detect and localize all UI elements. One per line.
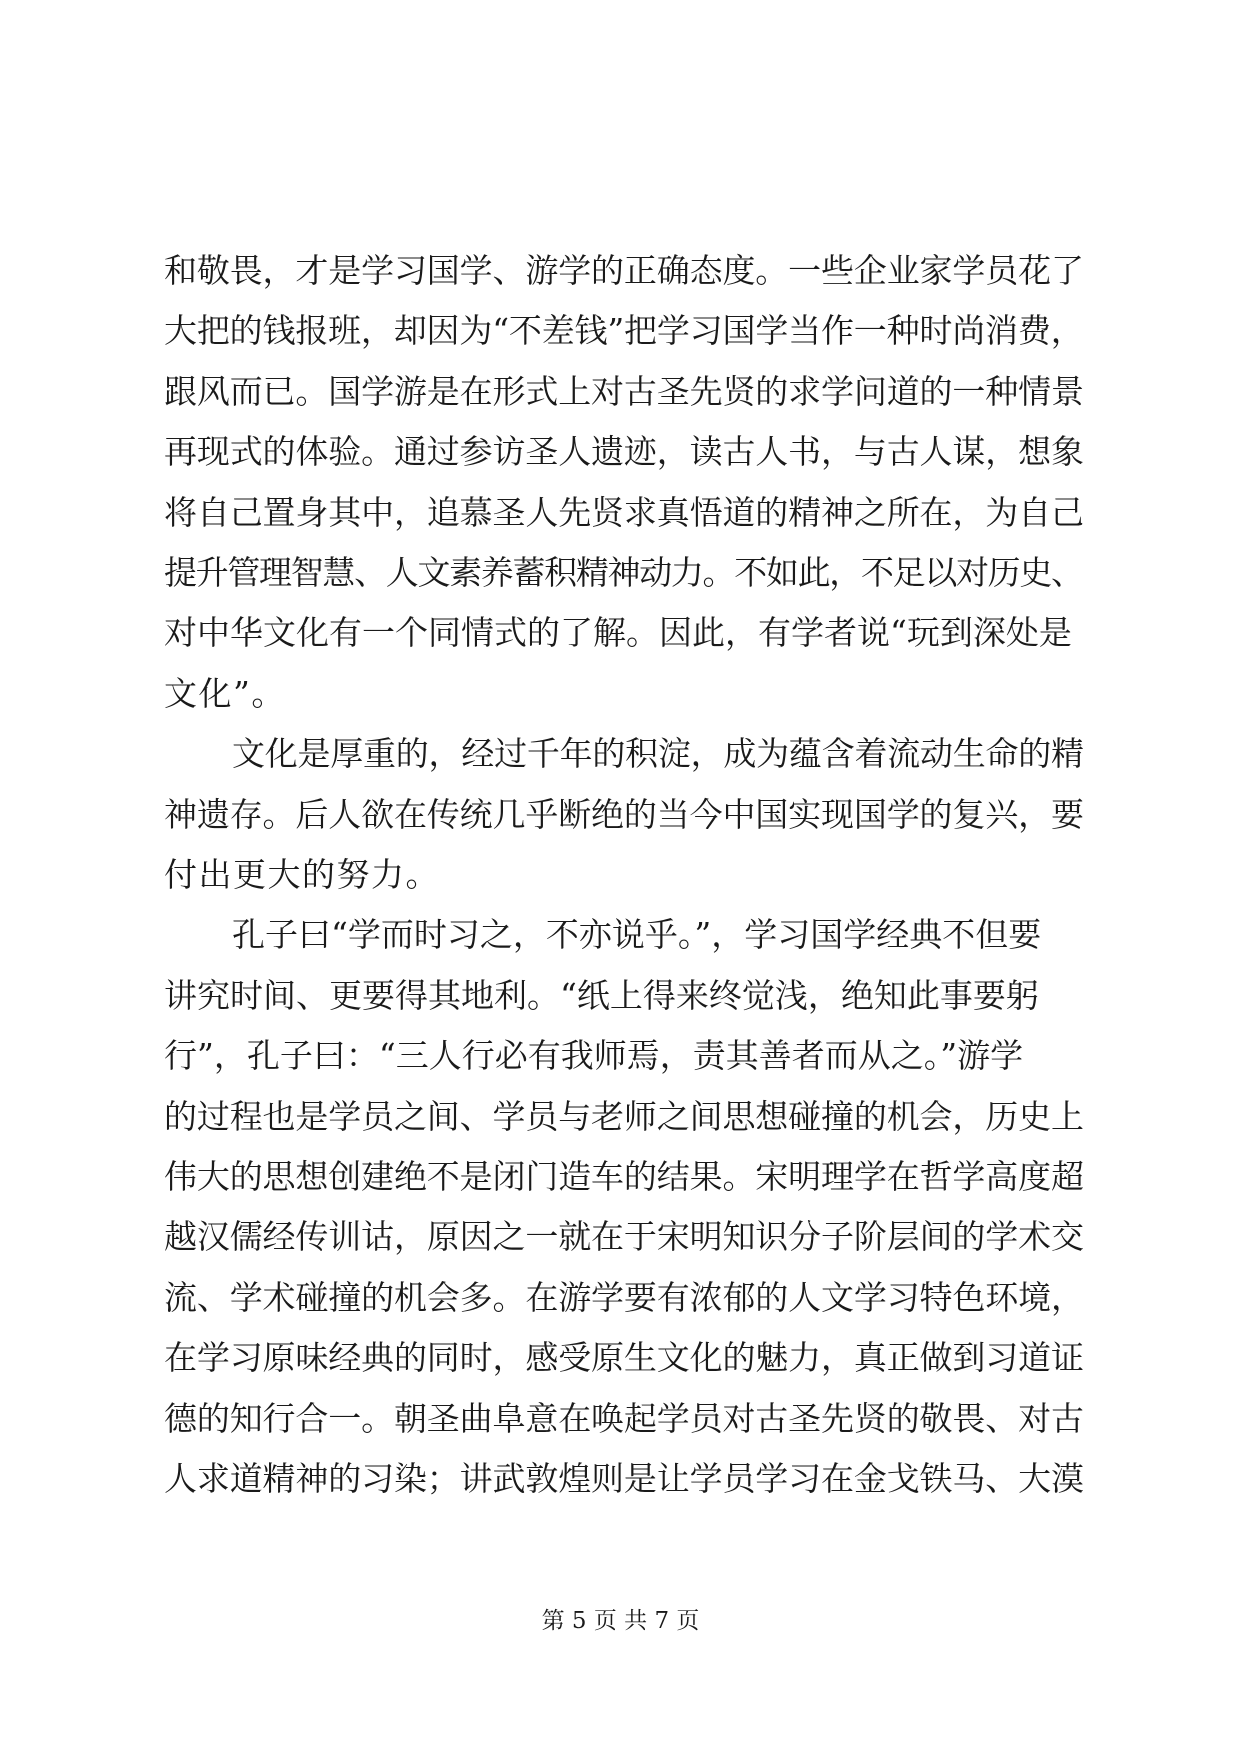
text-line: 德的知行合一。朝圣曲阜意在唤起学员对古圣先贤的敬畏、对古	[164, 1399, 1084, 1438]
text-line: 在学习原味经典的同时，感受原生文化的魅力，真正做到习道证	[164, 1338, 1084, 1377]
text-line: 孔子曰“学而时习之，不亦说乎。”，学习国学经典不但要	[232, 915, 1042, 954]
text-line: 文化”。	[164, 674, 286, 713]
text-line: 再现式的体验。通过参访圣人遗迹，读古人书，与古人谋，想象	[164, 432, 1084, 471]
text-line: 神遗存。后人欲在传统几乎断绝的当今中国实现国学的复兴，要	[164, 795, 1084, 834]
text-line: 人求道精神的习染；讲武敦煌则是让学员学习在金戈铁马、大漠	[164, 1459, 1084, 1498]
text-line: 跟风而已。国学游是在形式上对古圣先贤的求学问道的一种情景	[164, 372, 1084, 411]
text-line: 伟大的思想创建绝不是闭门造车的结果。宋明理学在哲学高度超	[164, 1157, 1084, 1196]
text-line: 大把的钱报班，却因为“不差钱”把学习国学当作一种时尚消费，	[164, 311, 1084, 350]
text-line: 的过程也是学员之间、学员与老师之间思想碰撞的机会，历史上	[164, 1097, 1084, 1136]
text-line: 将自己置身其中，追慕圣人先贤求真悟道的精神之所在，为自己	[164, 493, 1084, 532]
text-line: 和敬畏，才是学习国学、游学的正确态度。一些企业家学员花了	[164, 251, 1084, 290]
page-footer: 第 5 页 共 7 页	[541, 1608, 700, 1634]
text-line: 对中华文化有一个同情式的了解。因此，有学者说“玩到深处是	[164, 613, 1072, 652]
text-line: 提升管理智慧、人文素养蓄积精神动力。不如此，不足以对历史、	[164, 553, 1083, 592]
text-line: 付出更大的努力。	[164, 855, 440, 894]
text-line: 流、学术碰撞的机会多。在游学要有浓郁的人文学习特色环境，	[164, 1278, 1084, 1317]
text-line: 行”，孔子曰：“三人行必有我师焉，责其善者而从之。”游学	[164, 1036, 1024, 1075]
text-line: 文化是厚重的，经过千年的积淀，成为蕴含着流动生命的精	[232, 734, 1084, 773]
text-line: 讲究时间、更要得其地利。“纸上得来终觉浅，绝知此事要躬	[164, 976, 1039, 1015]
text-line: 越汉儒经传训诂，原因之一就在于宋明知识分子阶层间的学术交	[164, 1217, 1084, 1256]
